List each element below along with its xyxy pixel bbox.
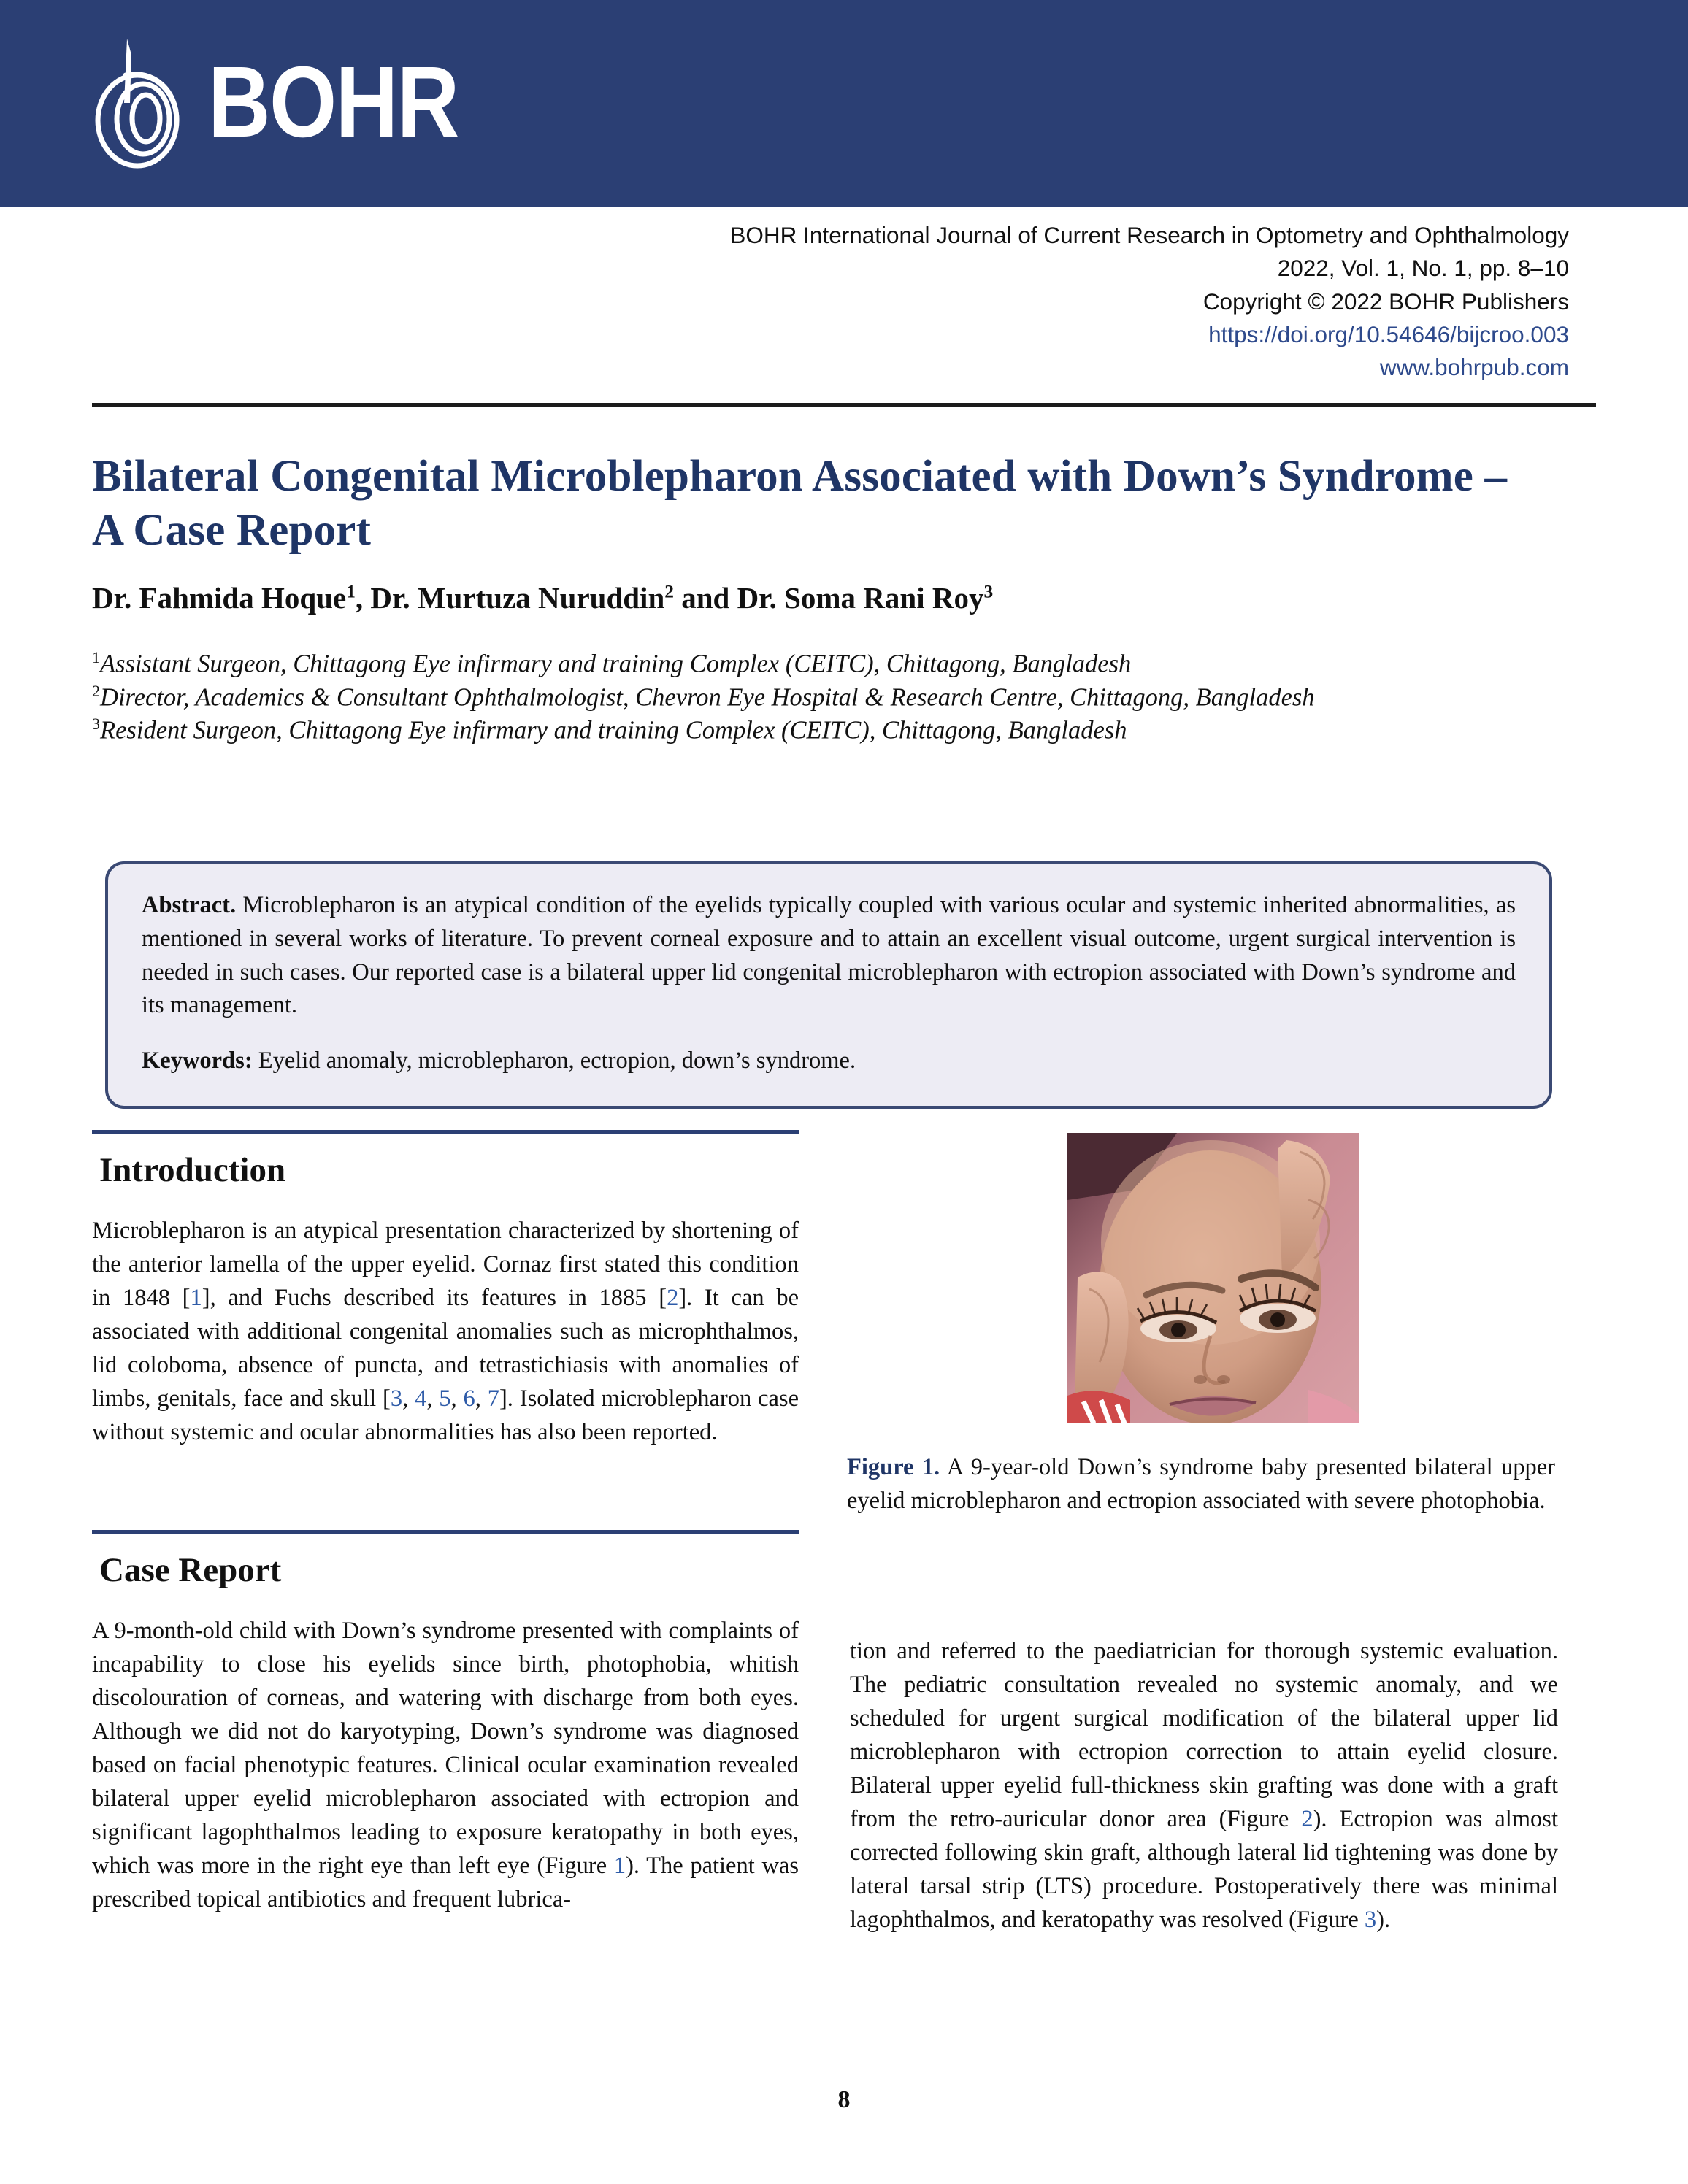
bohr-logo [92,29,499,175]
abstract-text: Microblepharon is an atypical condition of the eyelids typically coupled with various ocular and systemic inherited abnormalities, as mentioned in several works of literature. To prevent corneal exposure and to attain an excellent visual outcome, urgent surgical intervention is needed in such cases. Our reported case is a bilateral upper lid congenital microblepharon with ectropion associated with Down’s syndrome and its management. [142,892,1516,1019]
bohr-spiral-logo-icon [92,33,198,172]
introduction-section-rule [92,1130,799,1134]
case-right-text-part-3: ). [1376,1906,1391,1933]
abstract-paragraph [142,889,1516,1023]
section-spacer [92,1450,799,1530]
intro-text-part-2: ], and Fuchs described its features in 1885 [ [202,1284,667,1311]
keywords-label: Keywords: [142,1047,253,1074]
abstract-label: Abstract. [142,892,237,918]
figure-ref-2[interactable]: 2 [1301,1805,1313,1832]
journal-metadata [474,219,1569,385]
author-separator-1: , [355,581,371,615]
bohr-logo-wordmark: BOHR [208,46,459,158]
right-column-figure-spacer [850,1130,1558,1635]
citation-ref-5[interactable]: 5 [439,1385,451,1412]
case-left-text-part-1: A 9-month-old child with Down’s syndrome presented with complaints of incapability to close his eyelids since birth, photophobia, whitish discolouration of corneas, and watering with discharge from both eyes. Although we did not do karyotyping, Down’s syndrome was diagnosed based on facial phenotypic features. Clinical ocular examination revealed bilateral upper eyelid microblepharon associated with ectropion and significant lagophthalmos leading to exposure keratopathy in both eyes, which was more in the right eye than left eye (Figure [92,1617,799,1879]
copyright-line: Copyright © 2022 BOHR Publishers [1202,288,1569,315]
journal-name: BOHR International Journal of Current Research in Optometry and Ophthalmology [730,222,1569,248]
author-3-affil-marker: 3 [983,581,994,602]
author-3-name: Dr. Soma Rani Roy [737,581,984,615]
citation-ref-7[interactable]: 7 [487,1385,499,1412]
affiliation-text: Resident Surgeon, Chittagong Eye infirmary and training Complex (CEITC), Chittagong, Bangladesh [100,716,1127,745]
affiliation-list [92,647,1560,747]
affiliation-text: Director, Academics & Consultant Ophthalmologist, Chevron Eye Hospital & Research Centre, Chittagong, Bangladesh [100,683,1315,712]
left-column [92,1130,799,1917]
keywords-paragraph [142,1045,1516,1078]
affiliation-text: Assistant Surgeon, Chittagong Eye infirmary and training Complex (CEITC), Chittagong, Bangladesh [100,650,1132,678]
citation-ref-4[interactable]: 4 [415,1385,427,1412]
intro-text-part-4: ]. Isolated microblepharon case without systemic and ocular abnormalities has also been reported. [92,1385,799,1445]
section-heading-case-report: Case Report [99,1550,282,1589]
author-list [92,580,1552,615]
affiliation-marker: 2 [92,681,101,700]
affiliation-item [92,681,1560,715]
author-2-name: Dr. Murtuza Nuruddin [370,581,665,615]
author-1-affil-marker: 1 [346,581,356,602]
affiliation-item [92,714,1560,747]
publisher-website-link[interactable]: www.bohrpub.com [1379,354,1569,381]
case-report-section-rule [92,1530,799,1534]
citation-ref-1[interactable]: 1 [190,1284,202,1311]
case-right-text-part-2: ). Ectropion was almost corrected following skin graft, although lateral lid tightening was done by lateral tarsal strip (LTS) procedure. Postoperatively there was minimal lagophthalmos, and keratopathy was resolved (Figure [850,1805,1558,1933]
figure-1-label: Figure 1. [847,1454,940,1480]
page-title: Bilateral Congenital Microblepharon Associated with Down’s Syndrome – A Case Report [92,451,1508,555]
author-2-affil-marker: 2 [664,581,674,602]
affiliation-marker: 3 [92,715,101,734]
keywords-text: Eyelid anomaly, microblepharon, ectropion, down’s syndrome. [258,1047,856,1074]
citation-ref-6[interactable]: 6 [463,1385,475,1412]
figure-ref-1[interactable]: 1 [613,1852,626,1879]
intro-text-part-3: ]. It can be associated with additional congenital anomalies such as microphthalmos, lid coloboma, absence of puncta, and tetrastichiasis with anomalies of limbs, genitals, face and skull [ [92,1284,799,1412]
figure-1-caption-text: A 9-year-old Down’s syndrome baby presented bilateral upper eyelid microblepharon and ectropion associated with severe photophobia. [847,1454,1555,1514]
author-1-name: Dr. Fahmida Hoque [92,581,347,615]
affiliation-marker: 1 [92,648,101,666]
citation-ref-3[interactable]: 3 [390,1385,403,1412]
volume-issue-pages: 2022, Vol. 1, No. 1, pp. 8–10 [1277,255,1569,282]
section-heading-introduction: Introduction [99,1151,286,1189]
case-report-left-paragraph [92,1615,799,1917]
case-right-text-part-1: tion and referred to the paediatrician for thorough systemic evaluation. The pediatric consultation revealed no systemic anomaly, and we scheduled for urgent surgical modification of the bilateral upper lid microblepharon with ectropion correction to attain eyelid closure. Bilateral upper eyelid full-thickness skin grafting was done with a graft from the retro-auricular donor area (Figure [850,1638,1558,1832]
intro-text-part-1: Microblepharon is an atypical presentation characterized by shortening of the anterior lamella of the upper eyelid. Cornaz first stated this condition in 1848 [ [92,1218,799,1311]
case-left-text-part-2: ). The patient was prescribed topical antibiotics and frequent lubrica- [92,1852,799,1912]
citation-ref-2[interactable]: 2 [667,1284,679,1311]
right-column [850,1130,1558,1937]
journal-header-banner [0,0,1688,207]
affiliation-item [92,647,1560,681]
doi-link[interactable]: https://doi.org/10.54646/bijcroo.003 [1208,321,1569,348]
header-divider-rule [92,403,1596,407]
author-separator-2: and [673,581,737,615]
introduction-paragraph: Microblepharon is an atypical presentation characterized by shortening of the anterior lamella of the upper eyelid. Cornaz first stated this condition in 1848 [1], and Fuchs described its features in 1885 [2]. It can be associated with additional congenital anomalies such as microphthalmos, lid coloboma, absence of puncta, and tetrastichiasis with anomalies of limbs, genitals, face and skull [3, 4, 5, 6, 7]. Isolated microblepharon case without systemic and ocular abnormalities has also been reported. [92,1218,799,1445]
page-number: 8 [837,2086,851,2113]
abstract-box [105,861,1552,1109]
figure-ref-3[interactable]: 3 [1364,1906,1377,1933]
case-report-right-paragraph [850,1635,1558,1937]
